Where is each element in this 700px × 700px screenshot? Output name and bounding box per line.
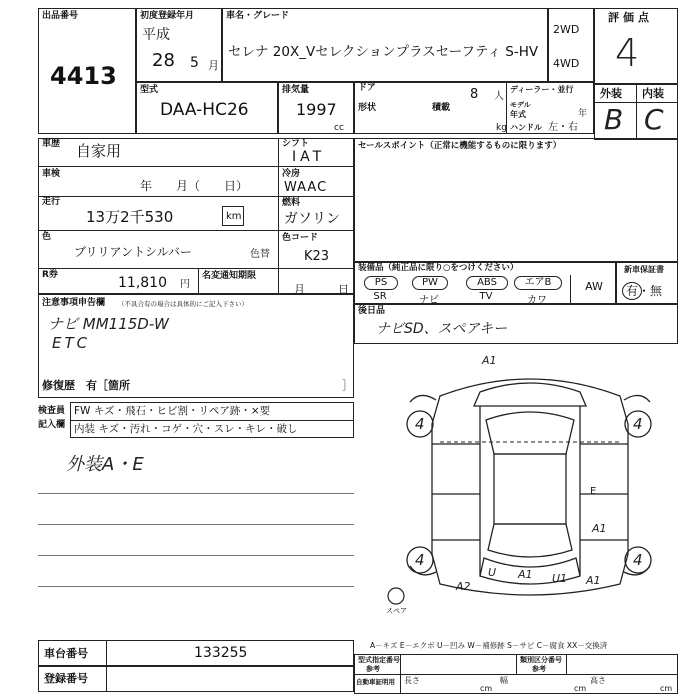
era: 平成 — [142, 27, 170, 43]
color-value: ブリリアントシルバー — [74, 245, 192, 259]
deadline-month: 月 — [294, 283, 305, 296]
spare-tire — [388, 588, 404, 604]
month-unit: 月 — [208, 59, 219, 72]
chassis-label: 車台番号 — [44, 647, 88, 660]
mileage-label: 走行 — [42, 197, 61, 207]
inspector-row-2: 内装 キズ・汚れ・コゲ・穴・スレ・キレ・破し — [74, 423, 298, 435]
notes-label: 注意事項申告欄 — [42, 298, 106, 308]
sales-point-box — [354, 138, 678, 262]
aftermarket-value: ナビSD、スペアキー — [376, 321, 508, 337]
ref-1: 参考 — [366, 665, 380, 673]
drive-4wd: 4WD — [553, 57, 580, 70]
shift-label: シフト — [282, 139, 310, 149]
cm-3: cm — [660, 684, 673, 693]
equipment-leather: カワ — [527, 295, 547, 306]
ac-label: 冷房 — [282, 169, 301, 179]
history-value: 自家用 — [76, 142, 122, 160]
drive-box — [548, 8, 594, 82]
designation-label: 型式指定番号 — [358, 656, 400, 664]
reg-year: 28 — [152, 50, 175, 71]
interior-label: 内装 — [642, 87, 664, 100]
year-unit: 年 — [578, 109, 588, 119]
fuel-label: 燃料 — [282, 198, 301, 208]
height-label: 高さ — [590, 676, 606, 685]
first-reg-label: 初度登録年月 — [140, 11, 195, 21]
drive-2wd: 2WD — [553, 23, 580, 36]
seats-unit: 人 — [494, 91, 504, 102]
equipment-airbag: エアB — [514, 276, 562, 290]
inspector-label-1: 検査員 — [38, 406, 66, 416]
equipment-pw: PW — [412, 276, 448, 290]
equipment-label: 装備品（純正品に限り○をつけください） — [358, 263, 519, 273]
recycle-unit: 円 — [180, 279, 190, 290]
door-label: ドア — [358, 83, 376, 93]
recycle-value: 11,810 — [118, 275, 167, 291]
note-line-1: ナビ MM115D-W — [48, 315, 169, 333]
mark-a1-rr: A1 — [586, 574, 601, 587]
fuel-value: ガソリン — [284, 211, 340, 227]
dealer-label: ディーラー・並行 — [510, 85, 574, 94]
car-hood — [474, 383, 586, 406]
equipment-ps: PS — [364, 276, 398, 290]
exterior-grade: B — [604, 103, 624, 136]
car-roof — [494, 454, 566, 524]
interior-grade: C — [644, 103, 664, 136]
mark-4-rr: 4 — [633, 551, 643, 569]
mark-u: U — [488, 566, 497, 579]
displacement-unit: cc — [334, 123, 344, 133]
car-rear-window — [488, 524, 572, 557]
warranty-value: 有・無 — [626, 284, 663, 298]
repair-label: 修復歴 有［箇所 — [42, 379, 130, 392]
handle-value: 左・右 — [548, 122, 578, 133]
mark-u1: U1 — [552, 572, 568, 585]
shift-value: IAT — [292, 149, 326, 165]
car-windshield — [486, 412, 574, 454]
mark-4-fr: 4 — [633, 415, 643, 433]
shape-label: 形状 — [358, 103, 377, 113]
inspector-handwritten: 外装A・E — [66, 454, 144, 475]
inspector-row-1: FW キズ・飛石・ヒビ割・リペア跡・×要 — [74, 405, 271, 417]
equipment-aw: AW — [585, 280, 603, 293]
reg-month: 5 — [190, 55, 199, 71]
kg-unit: kg — [496, 123, 507, 133]
length-label: 長さ — [404, 676, 420, 685]
category-label: 類別区分番号 — [520, 656, 562, 664]
spare-label: スペア — [386, 607, 407, 615]
mileage-unit: km — [226, 211, 242, 222]
recycle-label: R券 — [42, 270, 58, 280]
mark-a1-front: A1 — [482, 354, 497, 367]
cm-1: cm — [480, 684, 493, 693]
sales-point-label: セールスポイント（正常に機能するものに限ります） — [358, 141, 562, 151]
model-label: 車名・グレード — [226, 11, 290, 21]
history-label: 車歴 — [42, 139, 61, 149]
color-code-label: 色コード — [282, 233, 319, 243]
inspector-label-2: 記入欄 — [38, 420, 66, 430]
lot-label: 出品番号 — [42, 11, 79, 21]
ref-2: 参考 — [532, 665, 546, 673]
seats-value: 8 — [470, 87, 479, 102]
equipment-sr: SR — [373, 291, 387, 302]
displacement-label: 排気量 — [282, 85, 310, 95]
car-damage-diagram — [380, 344, 680, 624]
mark-a1-side: A1 — [592, 522, 607, 535]
model-year-label-1: モデル — [510, 101, 531, 109]
chassis-value: 133255 — [194, 645, 248, 661]
color-change-label: 色替 — [250, 249, 270, 260]
note-line-2: ETC — [52, 334, 91, 352]
deadline-label: 名変通知期限 — [202, 271, 257, 281]
inspection-label: 車検 — [42, 169, 61, 179]
damage-legend: A－キズ E－エクボ U－凹み W－補修跡 S－サビ C－腐食 XX－交換済 — [370, 641, 608, 650]
mark-a1-rear: A1 — [518, 568, 533, 581]
cert-label: 自動車証明用 — [356, 678, 395, 686]
score-value: 4 — [615, 31, 640, 75]
exterior-label: 外装 — [600, 87, 622, 100]
warranty-circle — [622, 282, 642, 300]
aftermarket-label: 後日品 — [358, 306, 386, 316]
cm-2: cm — [574, 684, 587, 693]
ac-value: WAAC — [284, 180, 328, 195]
type-value: DAA-HC26 — [160, 100, 249, 120]
inspection-value: 年 月（ 日） — [140, 179, 249, 193]
notes-sub: （不具合有の場合は具体的にご記入下さい） — [118, 300, 248, 308]
model-year-label-2: 年式 — [510, 110, 526, 119]
mark-4-fl: 4 — [415, 415, 425, 433]
mark-4-rl: 4 — [415, 551, 425, 569]
model-name: セレナ 20X_Vセレクションプラスセーフティ S-HV — [228, 44, 539, 60]
score-label: 評価点 — [608, 11, 653, 24]
warranty-label: 新車保証書 — [624, 265, 664, 274]
deadline-day: 日 — [338, 283, 349, 296]
color-code-value: K23 — [304, 249, 330, 264]
mark-a2: A2 — [456, 580, 471, 593]
equipment-abs: ABS — [466, 276, 508, 290]
color-label: 色 — [42, 232, 52, 242]
width-label: 幅 — [500, 676, 508, 685]
type-label: 型式 — [140, 85, 159, 95]
equipment-navi: ナビ — [419, 295, 439, 306]
equipment-tv: TV — [479, 291, 493, 302]
mileage-value: 13万2千530 — [86, 208, 174, 226]
repair-close: ］ — [342, 379, 353, 392]
mark-e: E — [590, 486, 597, 497]
lot-number: 4413 — [50, 62, 117, 90]
capacity-label: 積載 — [432, 103, 451, 113]
registration-label: 登録番号 — [44, 672, 88, 685]
handle-label: ハンドル — [510, 123, 542, 132]
displacement-value: 1997 — [296, 100, 337, 119]
